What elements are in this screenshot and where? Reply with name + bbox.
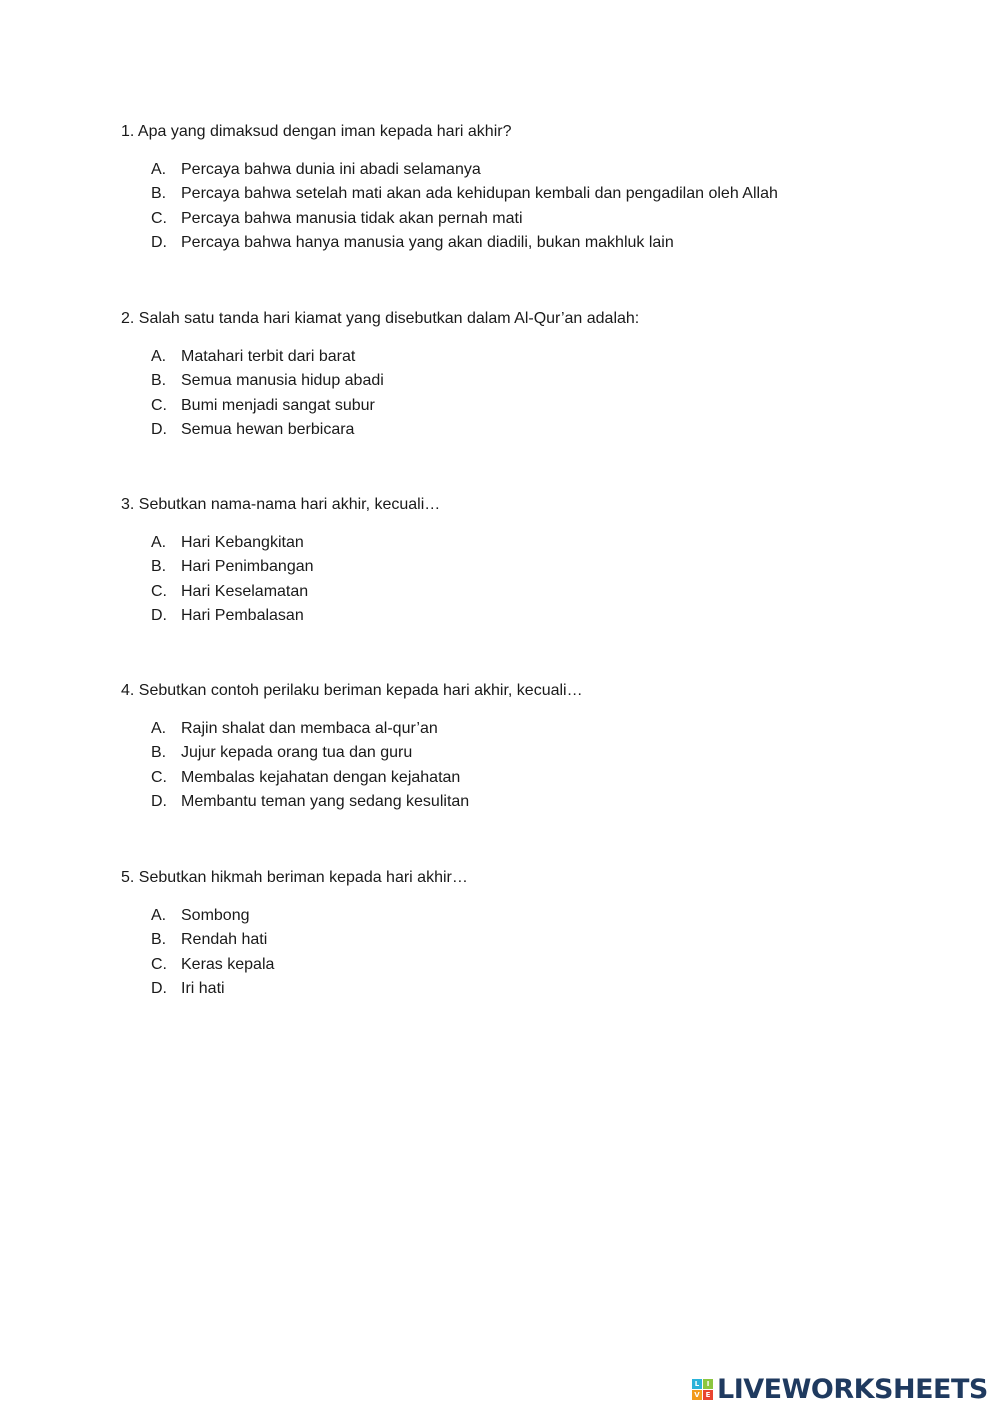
option-a[interactable]: [151, 345, 881, 369]
option-letter: C.: [151, 768, 167, 786]
option-c[interactable]: [151, 207, 881, 231]
liveworksheets-logo-icon: [692, 1379, 714, 1401]
logo-square-icon: E: [703, 1390, 713, 1400]
option-d[interactable]: [151, 231, 881, 255]
logo-square-icon: L: [692, 1379, 702, 1389]
answer-options: [121, 531, 881, 628]
option-c[interactable]: [151, 766, 881, 790]
question-4: [121, 680, 881, 814]
answer-options: [121, 717, 881, 814]
logo-square-icon: V: [692, 1390, 702, 1400]
option-text: Membantu teman yang sedang kesulitan: [181, 792, 470, 810]
option-text: Jujur kepada orang tua dan guru: [181, 744, 413, 762]
option-b[interactable]: [151, 182, 881, 206]
option-text: Rendah hati: [181, 931, 268, 949]
option-text: Percaya bahwa dunia ini abadi selamanya: [181, 161, 481, 178]
question-2: [121, 308, 881, 442]
option-text: Sombong: [181, 907, 250, 924]
option-c[interactable]: [151, 953, 881, 977]
question-5: [121, 867, 881, 1001]
option-letter: A.: [151, 907, 167, 924]
question-text: 1. Apa yang dimaksud dengan iman kepada hari akhir?: [121, 123, 512, 140]
question-text: 3. Sebutkan nama-nama hari akhir, kecuali…: [121, 496, 441, 513]
question-text: 4. Sebutkan contoh perilaku beriman kepada hari akhir, kecuali…: [121, 682, 583, 699]
option-text: Semua manusia hidup abadi: [181, 372, 384, 390]
option-b[interactable]: [151, 369, 881, 393]
option-letter: D.: [151, 792, 167, 810]
option-text: Hari Pembalasan: [181, 606, 304, 624]
option-d[interactable]: [151, 604, 881, 628]
option-a[interactable]: [151, 158, 881, 182]
liveworksheets-logo: [692, 1374, 988, 1406]
option-letter: A.: [151, 534, 167, 551]
option-letter: D.: [151, 420, 167, 438]
option-letter: D.: [151, 979, 167, 997]
option-text: Hari Penimbangan: [181, 558, 314, 576]
option-d[interactable]: [151, 790, 881, 814]
option-text: Percaya bahwa setelah mati akan ada kehidupan kembali dan pengadilan oleh Allah: [181, 185, 778, 203]
option-text: Keras kepala: [181, 955, 275, 973]
option-text: Bumi menjadi sangat subur: [181, 396, 375, 414]
option-b[interactable]: [151, 555, 881, 579]
option-d[interactable]: [151, 977, 881, 1001]
answer-options: [121, 345, 881, 442]
option-letter: C.: [151, 582, 167, 600]
answer-options: [121, 904, 881, 1001]
option-a[interactable]: [151, 531, 881, 555]
question-text: 2. Salah satu tanda hari kiamat yang disebutkan dalam Al-Qur’an adalah:: [121, 310, 640, 327]
option-letter: B.: [151, 931, 167, 949]
option-letter: C.: [151, 955, 167, 973]
option-c[interactable]: [151, 580, 881, 604]
option-letter: C.: [151, 209, 167, 227]
option-letter: A.: [151, 720, 167, 737]
option-letter: D.: [151, 606, 167, 624]
option-letter: A.: [151, 348, 167, 365]
option-a[interactable]: [151, 904, 881, 928]
option-letter: B.: [151, 558, 167, 576]
question-text: 5. Sebutkan hikmah beriman kepada hari akhir…: [121, 869, 468, 886]
option-text: Percaya bahwa manusia tidak akan pernah mati: [181, 209, 523, 227]
option-b[interactable]: [151, 741, 881, 765]
option-letter: B.: [151, 372, 167, 390]
option-text: Matahari terbit dari barat: [181, 348, 356, 365]
brand-name: LIVEWORKSHEETS: [717, 1374, 988, 1405]
option-text: Percaya bahwa hanya manusia yang akan diadili, bukan makhluk lain: [181, 233, 674, 251]
option-d[interactable]: [151, 418, 881, 442]
logo-square-icon: I: [703, 1379, 713, 1389]
option-letter: B.: [151, 744, 167, 762]
option-text: Hari Keselamatan: [181, 582, 309, 600]
option-b[interactable]: [151, 928, 881, 952]
option-text: Membalas kejahatan dengan kejahatan: [181, 768, 461, 786]
option-letter: A.: [151, 161, 167, 178]
option-letter: C.: [151, 396, 167, 414]
option-text: Semua hewan berbicara: [181, 420, 355, 438]
option-letter: D.: [151, 233, 167, 251]
option-letter: B.: [151, 185, 167, 203]
answer-options: [121, 158, 881, 255]
option-text: Hari Kebangkitan: [181, 534, 304, 551]
option-text: Rajin shalat dan membaca al-qur’an: [181, 720, 438, 737]
question-1: [121, 121, 881, 255]
option-c[interactable]: [151, 394, 881, 418]
question-3: [121, 494, 881, 628]
option-text: Iri hati: [181, 979, 225, 997]
option-a[interactable]: [151, 717, 881, 741]
